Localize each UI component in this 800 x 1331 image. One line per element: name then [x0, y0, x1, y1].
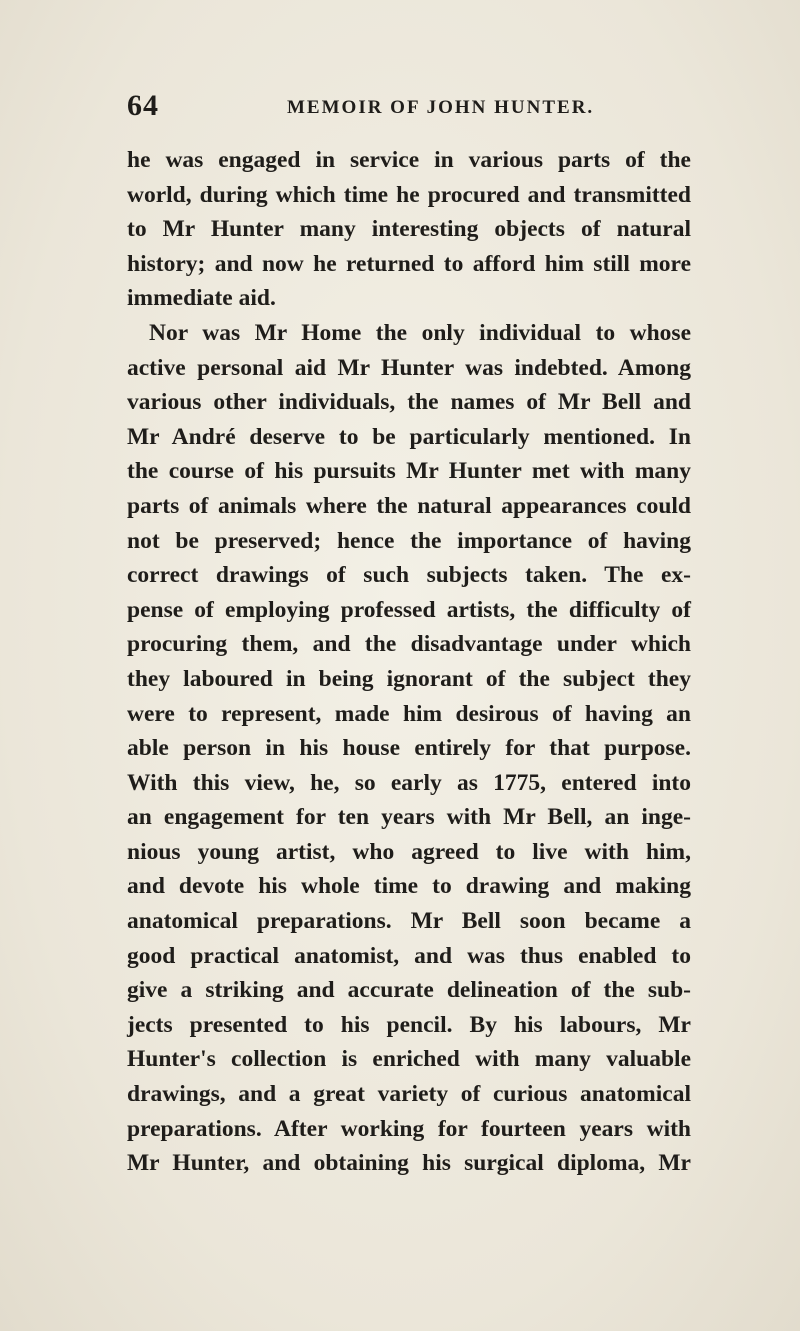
text-line: able person in his house entirely for that purpose. — [127, 735, 691, 762]
text-line: were to represent, made him desirous of having an — [127, 700, 691, 727]
running-head: MEMOIR OF JOHN HUNTER. — [287, 97, 595, 118]
text-line: Mr André deserve to be particularly mentioned. In — [127, 423, 691, 450]
text-line: pense of employing professed artists, the difficulty of — [127, 596, 691, 623]
text-line: nious young artist, who agreed to live with him, — [127, 838, 691, 865]
text-line: to Mr Hunter many interesting objects of natural — [127, 216, 691, 243]
text-line: With this view, he, so early as 1775, entered into — [127, 769, 691, 796]
text-line: give a striking and accurate delineation of the sub- — [127, 977, 691, 1004]
page-header — [127, 86, 687, 126]
text-line: not be preserved; hence the importance of having — [127, 527, 691, 554]
text-line: they laboured in being ignorant of the subject they — [127, 665, 691, 692]
paragraph-end-line: immediate aid. — [127, 285, 276, 312]
text-line: the course of his pursuits Mr Hunter met with many — [127, 458, 691, 485]
text-line: he was engaged in service in various parts of the — [127, 147, 691, 173]
text-line: an engagement for ten years with Mr Bell, an inge- — [127, 804, 691, 831]
text-line: active personal aid Mr Hunter was indebted. Among — [127, 354, 691, 381]
text-line: good practical anatomist, and was thus enabled to — [127, 942, 691, 969]
body-text — [127, 143, 691, 1181]
text-line: drawings, and a great variety of curious anatomical — [127, 1081, 691, 1108]
text-line: Hunter's collection is enriched with many valuable — [127, 1046, 691, 1073]
text-line: history; and now he returned to afford him still more — [127, 250, 691, 277]
text-line: preparations. After working for fourteen years with — [127, 1115, 691, 1142]
text-line: various other individuals, the names of Mr Bell and — [127, 389, 691, 416]
text-line: world, during which time he procured and transmitted — [127, 181, 691, 208]
text-line: anatomical preparations. Mr Bell soon became a — [127, 908, 691, 935]
paragraph-start-line: Nor was Mr Home the only individual to whose — [149, 319, 691, 346]
text-line: Mr Hunter, and obtaining his surgical diploma, Mr — [127, 1150, 691, 1177]
text-line: and devote his whole time to drawing and making — [127, 873, 691, 900]
text-line: jects presented to his pencil. By his labours, Mr — [127, 1011, 691, 1038]
text-line: procuring them, and the disadvantage under which — [127, 631, 691, 658]
text-line: parts of animals where the natural appearances could — [127, 492, 691, 519]
text-line: correct drawings of such subjects taken. The ex- — [127, 562, 691, 589]
page-number: 64 — [127, 89, 159, 122]
